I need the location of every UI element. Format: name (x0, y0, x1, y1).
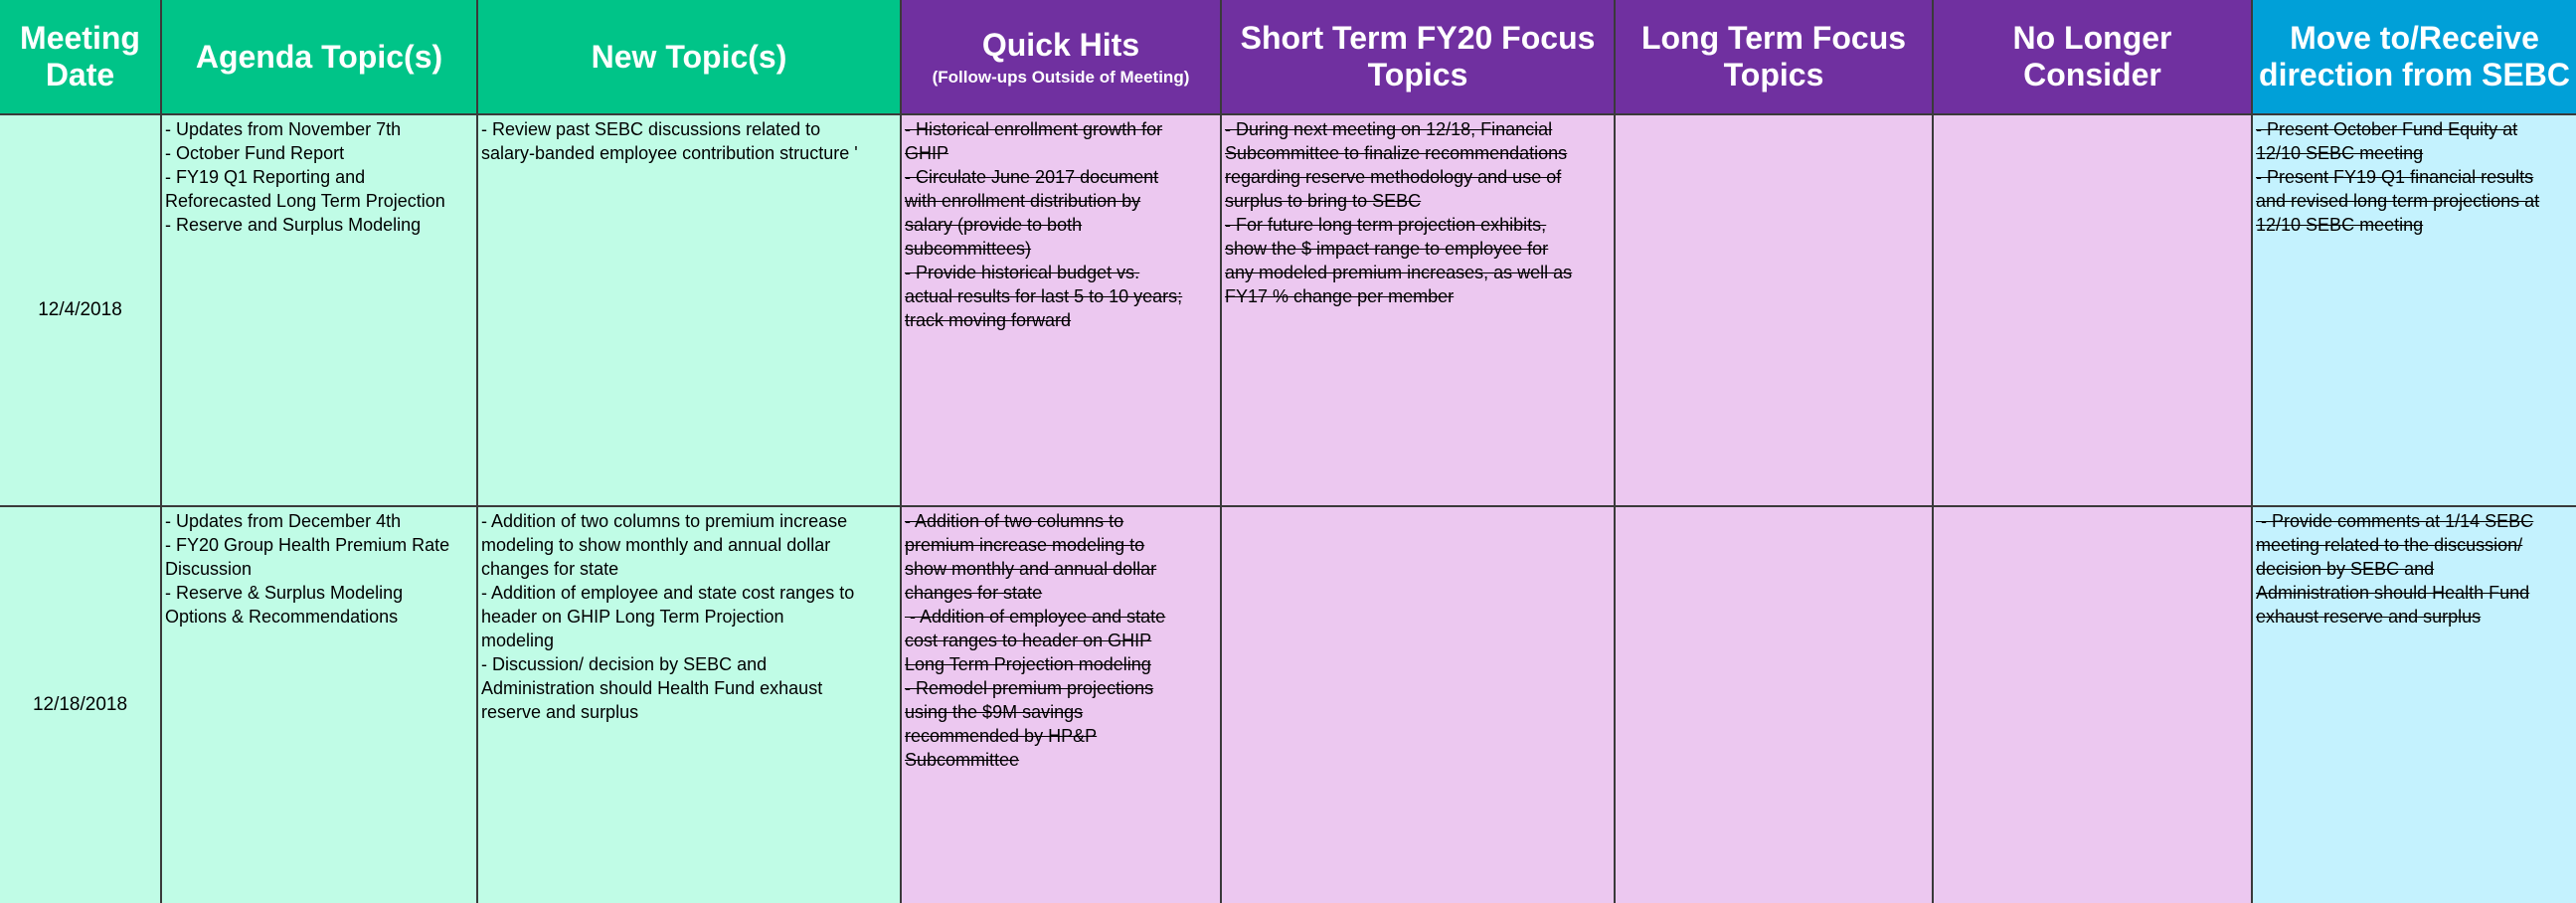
cell-text-line: Long Term Projection modeling (905, 654, 1151, 674)
cell-text-line: - Present October Fund Equity at (2256, 119, 2518, 139)
cell-text-line: decision by SEBC and (2256, 559, 2435, 579)
header-short-term (1222, 0, 1616, 115)
header-quick-hits (902, 0, 1222, 115)
cell-text-line: - Reserve and Surplus Modeling (165, 215, 422, 235)
header-no-longer-consider-label: No Longer Consider (2012, 20, 2172, 92)
row-2-meeting-date (0, 507, 162, 903)
cell-text-line: - Review past SEBC discussions related to (481, 119, 821, 139)
cell-text-line: Subcommittee (905, 750, 1020, 770)
header-long-term (1616, 0, 1934, 115)
cell-text-line: - Provide comments at 1/14 SEBC (2256, 511, 2534, 531)
cell-text-line: Discussion (165, 559, 253, 579)
header-meeting-date (0, 0, 162, 115)
header-agenda-topics (162, 0, 478, 115)
cell-text-line: show monthly and annual dollar (905, 559, 1157, 579)
header-agenda-topics-label: Agenda Topic(s) (195, 38, 443, 75)
cell-text-line: - During next meeting on 12/18, Financial (1225, 119, 1553, 139)
cell-text-line: reserve and surplus (481, 702, 639, 722)
cell-text-line: changes for state (905, 583, 1043, 603)
cell-text-line: Subcommittee to finalize recommendations (1225, 143, 1568, 163)
cell-text-line: - Addition of employee and state cost ranges to (481, 583, 855, 603)
cell-text-line: cost ranges to header on GHIP (905, 631, 1152, 650)
header-new-topics (478, 0, 902, 115)
cell-text-line: modeling (481, 631, 555, 650)
cell-text-line: - Reserve & Surplus Modeling (165, 583, 404, 603)
cell-text-line: - Remodel premium projections (905, 678, 1154, 698)
cell-text-line: subcommittees) (905, 239, 1032, 259)
cell-text-line: Reforecasted Long Term Projection (165, 191, 445, 211)
row-1-quick-hits-cell (902, 115, 1222, 507)
cell-text-line: - For future long term projection exhibits, (1225, 215, 1547, 235)
cell-text-line: - October Fund Report (165, 143, 345, 163)
row-1-move-to-cell (2253, 115, 2576, 507)
cell-text-line: - FY20 Group Health Premium Rate (165, 535, 450, 555)
cell-text-line: and revised long term projections at (2256, 191, 2540, 211)
header-quick-hits-sublabel: (Follow-ups Outside of Meeting) (932, 67, 1190, 87)
cell-text-line: modeling to show monthly and annual dollar (481, 535, 831, 555)
cell-text-line: with enrollment distribution by (905, 191, 1141, 211)
cell-text-line: salary-banded employee contribution structure ' (481, 143, 858, 163)
cell-text-line: exhaust reserve and surplus (2256, 607, 2482, 627)
row-1-no-longer-cell (1934, 115, 2253, 507)
cell-text-line: show the $ impact range to employee for (1225, 239, 1549, 259)
header-quick-hits-label: Quick Hits (981, 26, 1140, 63)
cell-text-line: - Updates from November 7th (165, 119, 402, 139)
cell-text-line: - Addition of two columns to premium increase (481, 511, 848, 531)
cell-text-line: actual results for last 5 to 10 years; (905, 286, 1183, 306)
header-meeting-date-label: Meeting Date (20, 20, 140, 92)
row-2-agenda-cell (162, 507, 478, 903)
cell-text-line: premium increase modeling to (905, 535, 1145, 555)
cell-text-line: - Provide historical budget vs. (905, 263, 1140, 282)
row-2-short-term-cell (1222, 507, 1616, 903)
cell-text-line: - Updates from December 4th (165, 511, 402, 531)
row-1-date-text: 12/4/2018 (38, 299, 122, 320)
cell-text-line: 12/10 SEBC meeting (2256, 143, 2424, 163)
cell-text-line: Administration should Health Fund exhaust (481, 678, 823, 698)
cell-text-line: surplus to bring to SEBC (1225, 191, 1422, 211)
header-short-term-label: Short Term FY20 Focus Topics (1240, 20, 1596, 92)
row-1-agenda-cell (162, 115, 478, 507)
row-2-date-text: 12/18/2018 (32, 694, 128, 715)
cell-text-line: - Addition of two columns to (905, 511, 1124, 531)
row-2-no-longer-cell (1934, 507, 2253, 903)
row-2-move-to-cell (2253, 507, 2576, 903)
row-2-quick-hits-cell (902, 507, 1222, 903)
header-long-term-label: Long Term Focus Topics (1640, 20, 1907, 92)
cell-text-line: meeting related to the discussion/ (2256, 535, 2523, 555)
row-1-new-topics-cell (478, 115, 902, 507)
cell-text-line: Administration should Health Fund (2256, 583, 2530, 603)
row-1-meeting-date (0, 115, 162, 507)
header-move-to-sebc-label: Move to/Receive direction from SEBC (2259, 20, 2570, 92)
cell-text-line: - Historical enrollment growth for (905, 119, 1163, 139)
row-1-long-term-cell (1616, 115, 1934, 507)
cell-text-line: Options & Recommendations (165, 607, 399, 627)
header-move-to-sebc (2253, 0, 2576, 115)
cell-text-line: - FY19 Q1 Reporting and (165, 167, 366, 187)
cell-text-line: header on GHIP Long Term Projection (481, 607, 784, 627)
cell-text-line: - Addition of employee and state (905, 607, 1166, 627)
cell-text-line: regarding reserve methodology and use of (1225, 167, 1562, 187)
header-new-topics-label: New Topic(s) (591, 38, 787, 75)
cell-text-line: changes for state (481, 559, 619, 579)
cell-text-line: FY17 % change per member (1225, 286, 1455, 306)
cell-text-line: - Circulate June 2017 document (905, 167, 1159, 187)
row-1-short-term-cell (1222, 115, 1616, 507)
cell-text-line: 12/10 SEBC meeting (2256, 215, 2424, 235)
cell-text-line: track moving forward (905, 310, 1072, 330)
cell-text-line: - Discussion/ decision by SEBC and (481, 654, 768, 674)
row-2-new-topics-cell (478, 507, 902, 903)
cell-text-line: GHIP (905, 143, 949, 163)
row-2-long-term-cell (1616, 507, 1934, 903)
cell-text-line: using the $9M savings (905, 702, 1084, 722)
header-no-longer-consider (1934, 0, 2253, 115)
cell-text-line: salary (provide to both (905, 215, 1083, 235)
cell-text-line: - Present FY19 Q1 financial results (2256, 167, 2534, 187)
cell-text-line: recommended by HP&P (905, 726, 1098, 746)
cell-text-line: any modeled premium increases, as well as (1225, 263, 1573, 282)
